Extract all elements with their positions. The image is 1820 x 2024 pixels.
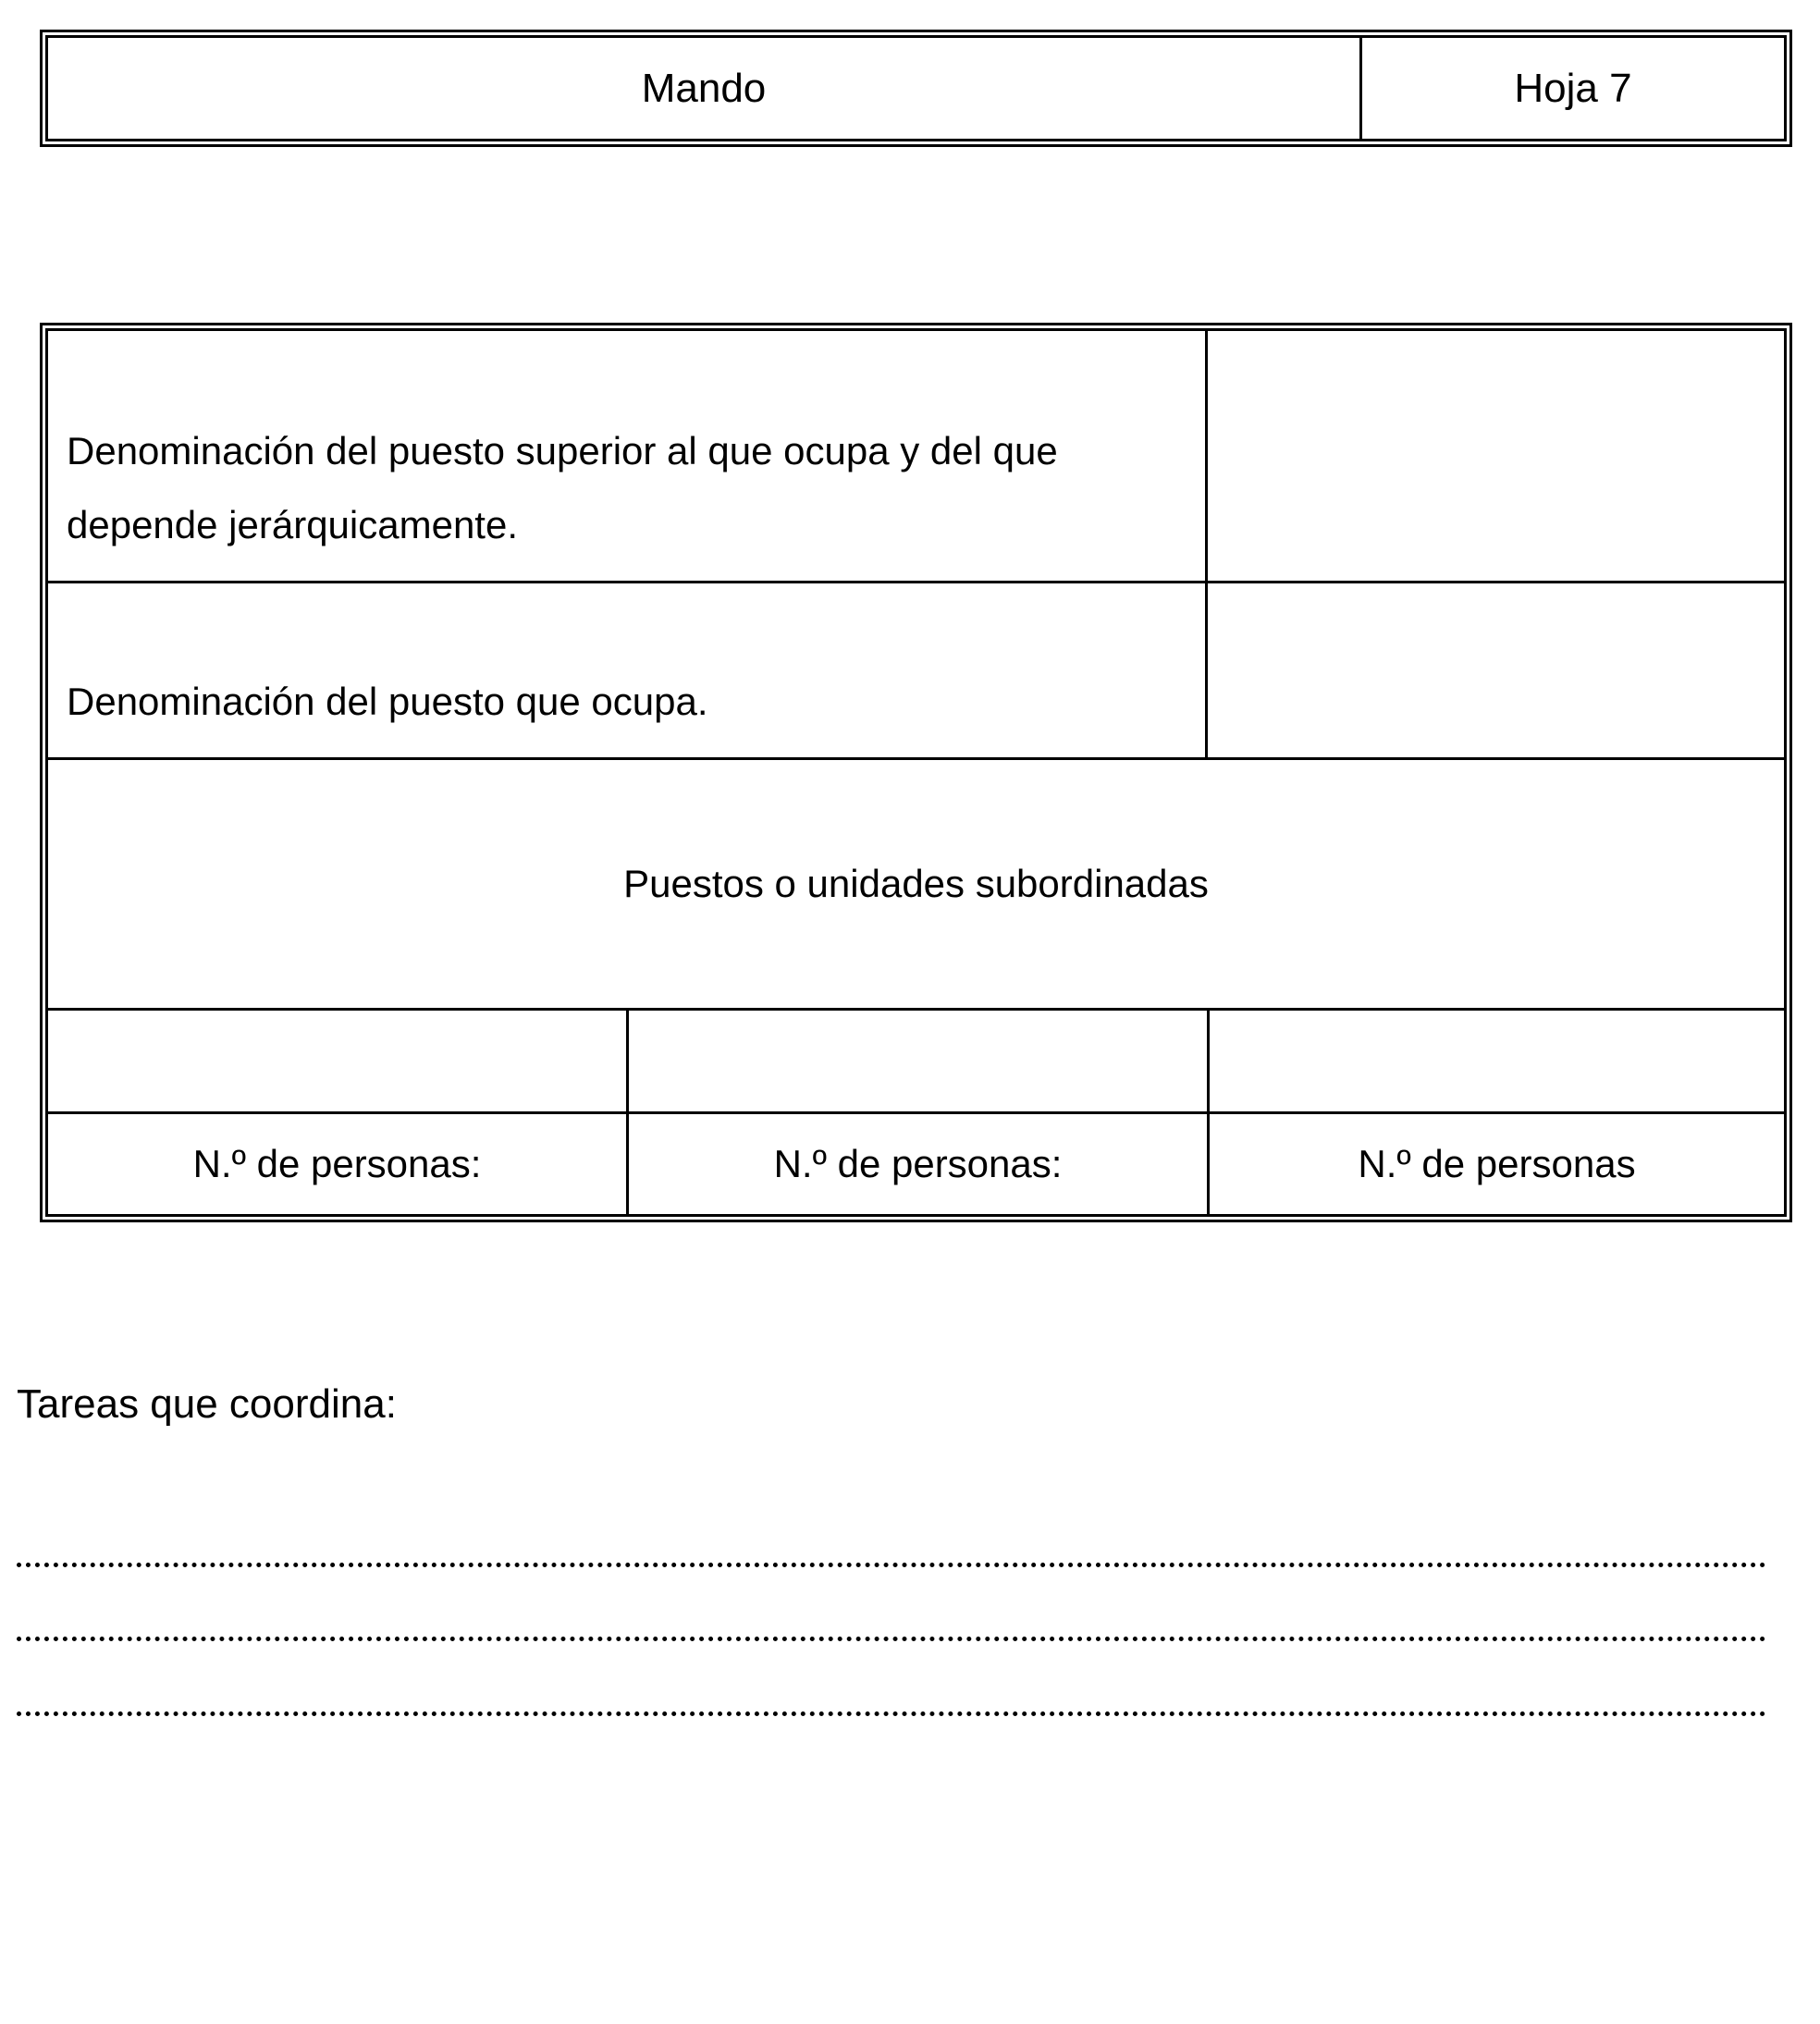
persons-count-label-1: N.º de personas: [48,1114,629,1214]
subordinate-unit-field-2[interactable] [629,1011,1210,1111]
subordinate-units-row [48,1011,1784,1114]
subordinate-unit-field-3[interactable] [1210,1011,1784,1111]
position-form [40,323,1792,1222]
persons-count-label-2: N.º de personas: [629,1114,1210,1214]
subordinate-unit-field-1[interactable] [48,1011,629,1111]
document-title: Mando [48,38,1362,139]
persons-count-row [48,1114,1784,1214]
tasks-label: Tareas que coordina: [17,1381,397,1427]
persons-count-label-3: N.º de personas [1358,1142,1636,1185]
current-position-field[interactable] [1208,583,1784,757]
position-form-inner [45,328,1787,1217]
tasks-fill-line[interactable] [17,1637,1766,1641]
header-inner [45,35,1787,141]
tasks-fill-line[interactable] [17,1563,1766,1567]
superior-position-label: Denominación del puesto superior al que ocupa y del que depende jerárquicamente. [48,331,1208,581]
header-box [40,30,1792,147]
tasks-fill-line[interactable] [17,1711,1766,1716]
current-position-row [48,583,1784,760]
superior-position-row [48,331,1784,583]
subordinates-heading: Puestos o unidades subordinadas [623,862,1209,905]
subordinates-heading-row [48,760,1784,1011]
superior-position-field[interactable] [1208,331,1784,581]
current-position-label: Denominación del puesto que ocupa. [48,583,1208,757]
sheet-number: Hoja 7 [1514,65,1632,111]
